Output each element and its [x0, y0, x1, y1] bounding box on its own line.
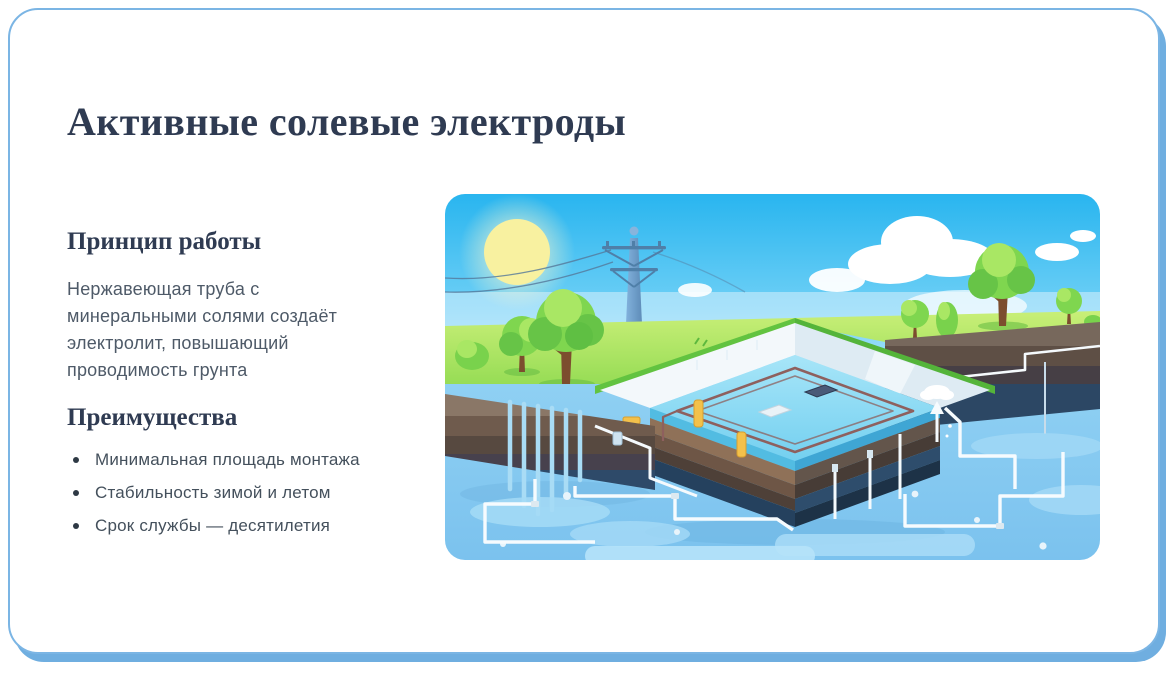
principle-text: Нержавеющая труба с минеральными солями создаёт электролит, повышающий проводимость грунта: [67, 278, 338, 380]
principle-heading: Принцип работы: [67, 228, 262, 255]
list-item: Срок службы — десятилетия: [67, 516, 407, 536]
advantages-heading: Преимущества: [67, 403, 238, 431]
text-column: [67, 228, 407, 549]
list-item: Стабильность зимой и летом: [67, 483, 407, 503]
advantages-list: [67, 450, 407, 536]
slide-card: [8, 8, 1160, 654]
illustration-ground-cross-section: [445, 194, 1100, 560]
page-title: Активные солевые электроды: [67, 99, 627, 144]
list-item: Минимальная площадь монтажа: [67, 450, 407, 470]
